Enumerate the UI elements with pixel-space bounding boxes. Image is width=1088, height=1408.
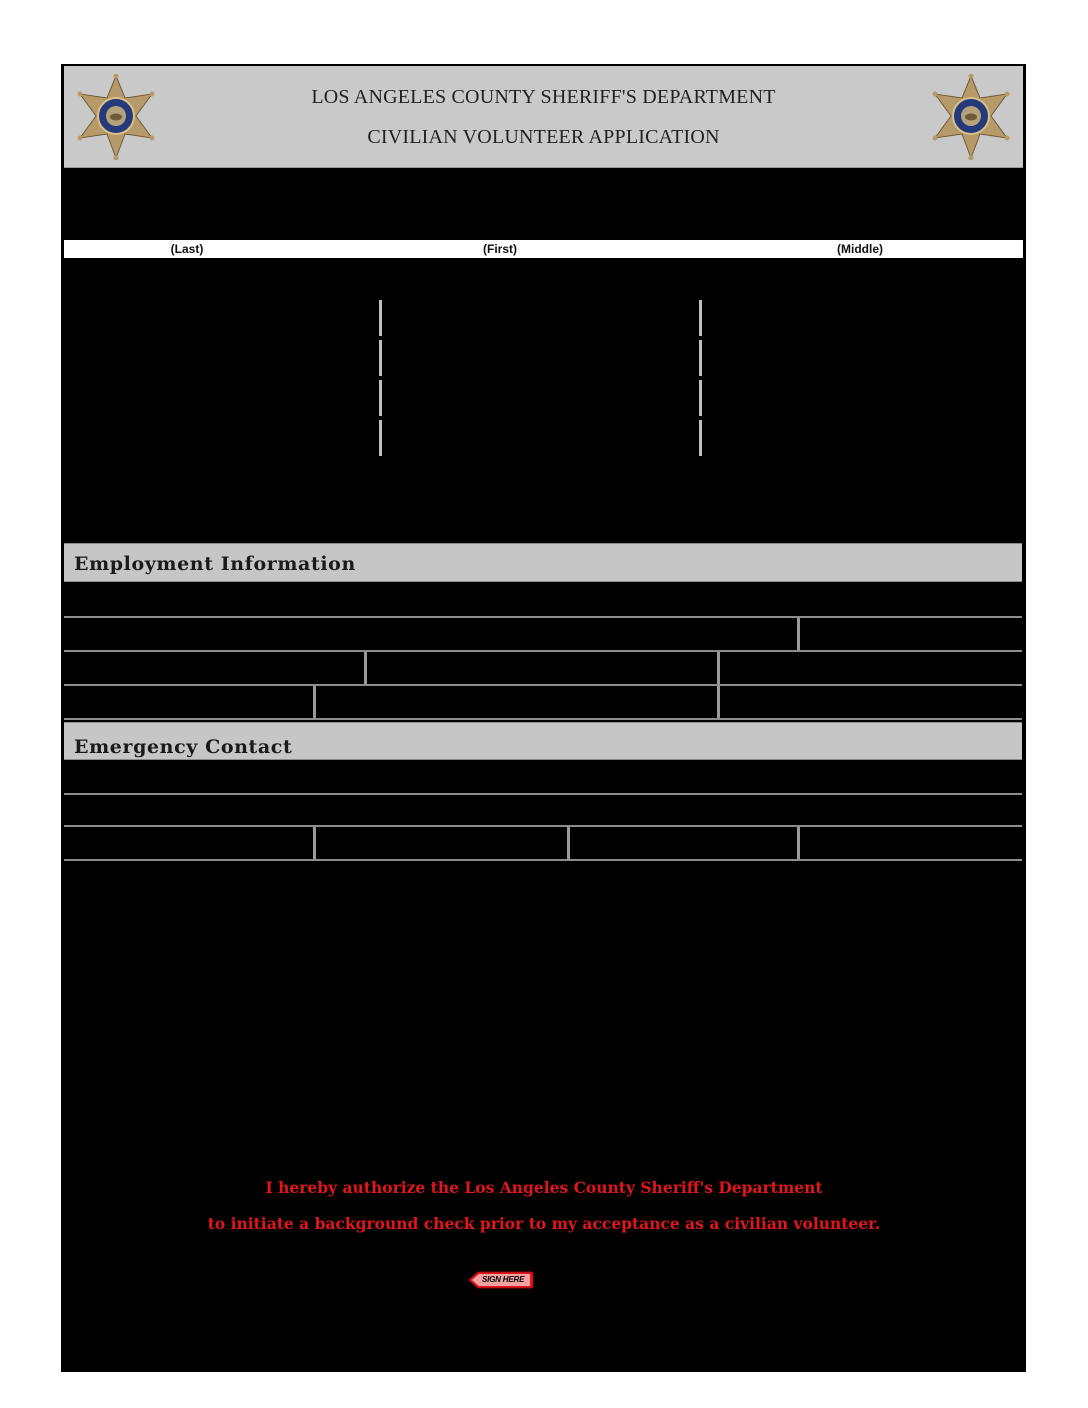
last-name-label: (Last) [170, 242, 204, 256]
field-divider [379, 380, 382, 416]
field-rule [64, 793, 1022, 795]
field-rule [64, 616, 1022, 618]
first-name-label: (First) [483, 242, 517, 256]
middle-name-label: (Middle) [837, 242, 883, 256]
field-divider [379, 340, 382, 376]
field-divider [699, 380, 702, 416]
form-header [64, 66, 1023, 168]
field-divider [797, 827, 800, 859]
field-rule [64, 718, 1022, 720]
field-divider [313, 827, 316, 859]
sign-here-tab[interactable] [468, 1271, 534, 1289]
field-divider [797, 618, 800, 650]
field-rule [64, 684, 1022, 686]
field-divider [699, 300, 702, 336]
field-rule [64, 825, 1022, 827]
field-divider [379, 420, 382, 456]
field-divider [717, 686, 720, 718]
form-title: CIVILIAN VOLUNTEER APPLICATION [367, 126, 720, 148]
sheriff-star-badge-icon [931, 74, 1011, 160]
field-divider [364, 652, 367, 684]
field-divider [699, 340, 702, 376]
sign-here-label: SIGN HERE [482, 1275, 525, 1284]
employment-section-header [64, 543, 1022, 582]
field-divider [699, 420, 702, 456]
field-rule [64, 859, 1022, 861]
field-divider [313, 686, 316, 718]
authorization-line-1: I hereby authorize the Los Angeles County Sheriff's Department [265, 1178, 823, 1197]
field-divider [567, 827, 570, 859]
authorization-line-2: to initiate a background check prior to my acceptance as a civilian volunteer. [207, 1214, 881, 1233]
emergency-section-title: Emergency Contact [74, 736, 293, 758]
agency-title: LOS ANGELES COUNTY SHERIFF'S DEPARTMENT [311, 86, 776, 108]
name-labels-row [64, 240, 1023, 258]
field-divider [717, 652, 720, 684]
emergency-section-header [64, 722, 1022, 760]
field-divider [379, 300, 382, 336]
employment-section-title: Employment Information [74, 553, 356, 575]
field-rule [64, 650, 1022, 652]
